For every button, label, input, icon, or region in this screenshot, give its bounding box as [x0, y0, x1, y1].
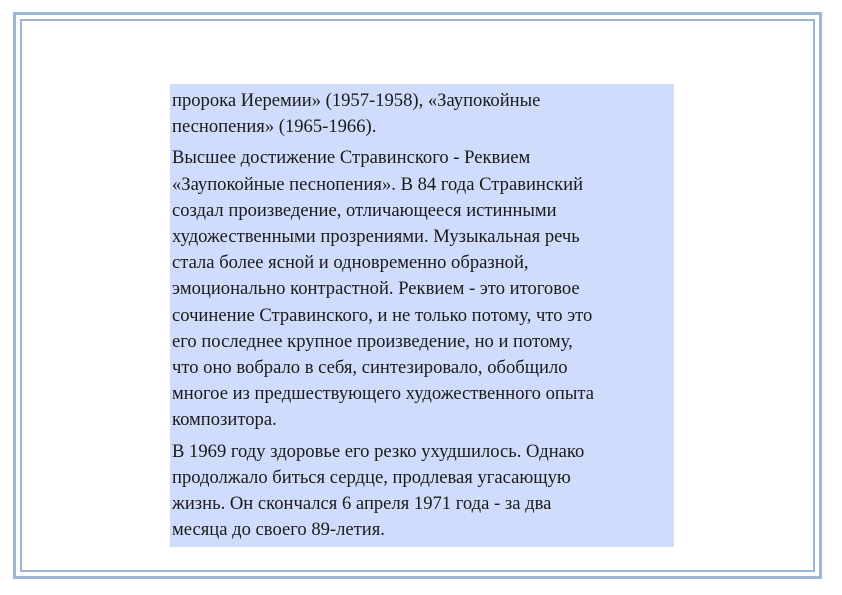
- text-line: художественными прозрениями. Музыкальная речь: [172, 226, 580, 248]
- text-line: создал произведение, отличающееся истинными: [172, 199, 557, 221]
- text-line: сочинение Стравинского, и не только потому, что это: [172, 304, 593, 326]
- text-line: композитора.: [172, 409, 277, 431]
- text-box: [170, 84, 674, 547]
- text-line: жизнь. Он скончался 6 апреля 1971 года - за два: [172, 493, 552, 515]
- text-line: песнопения» (1965-1966).: [172, 116, 377, 138]
- text-line: месяца до своего 89-летия.: [172, 519, 385, 541]
- paragraph-1: [172, 88, 672, 140]
- text-line: пророка Иеремии» (1957-1958), «Заупокойные: [172, 90, 541, 111]
- text-line: продолжало биться сердце, продлевая угасающую: [172, 466, 571, 488]
- text-line: его последнее крупное произведение, но и потому,: [172, 330, 573, 352]
- paragraph-2: [172, 145, 672, 433]
- text-line: «Заупокойные песнопения». В 84 года Стравинский: [172, 173, 584, 195]
- text-line: Высшее достижение Стравинского - Реквием: [172, 147, 531, 169]
- text-line: что оно вобрало в себя, синтезировало, обобщило: [172, 357, 568, 379]
- text-line: стала более ясной и одновременно образной,: [172, 252, 529, 274]
- text-line: В 1969 году здоровье его резко ухудшилось. Однако: [172, 440, 585, 462]
- paragraph-3: [172, 439, 672, 544]
- text-line: многое из предшествующего художественного опыта: [172, 383, 594, 405]
- text-line: эмоционально контрастной. Реквием - это итоговое: [172, 278, 580, 300]
